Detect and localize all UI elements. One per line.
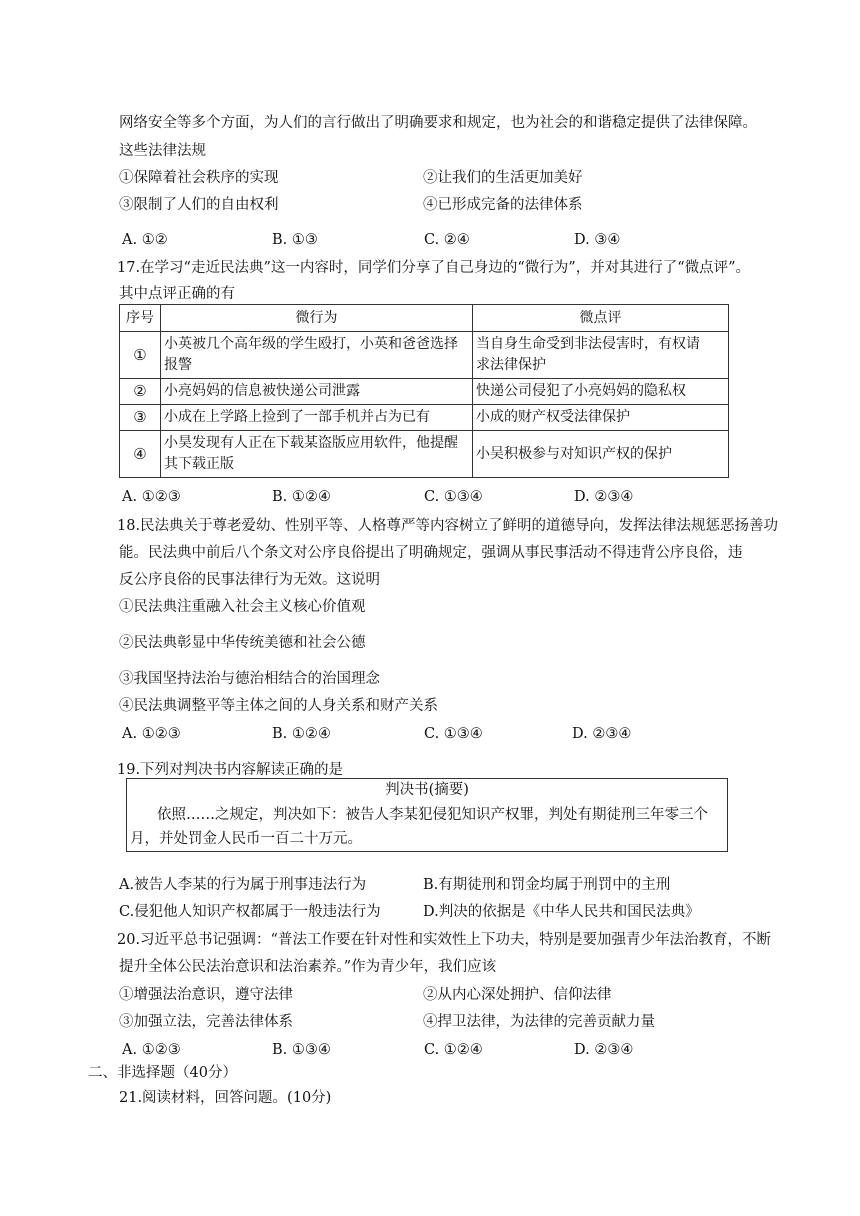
q18-statement-2: ②民法典彰显中华传统美德和社会公德 [119,635,366,651]
row-comment: 当自身生命受到非法侵害时，有权请 求法律保护 [473,332,729,379]
judgment-box [126,778,728,852]
header-comment: 微点评 [473,305,729,332]
row-comment: 小成的财产权受法律保护 [473,405,729,431]
q18-option-a: A. ①②③ [122,726,181,742]
row-behavior: 小亮妈妈的信息被快递公司泄露 [161,379,473,405]
q17-option-b: B. ①②④ [272,489,331,505]
q17-option-a: A. ①②③ [122,489,181,505]
judgment-title: 判决书(摘要) [385,782,469,798]
q20-statement-3: ③加强立法，完善法律体系 [119,1014,293,1030]
q18-statement-4: ④民法典调整平等主体之间的人身关系和财产关系 [119,698,438,714]
q20-stem-line2: 提升全体公民法治意识和法治素养。”作为青少年，我们应该 [119,959,497,975]
judgment-line1: 依照……之规定，判决如下：被告人李某犯侵犯知识产权罪，判处有期徒刑三年零三个 [157,807,708,823]
q16-statement-3: ③限制了人们的自由权利 [119,197,279,213]
q16-option-c: C. ②④ [424,232,470,248]
q18-stem-line3: 反公序良俗的民事法律行为无效。这说明 [119,572,380,588]
q17-table [119,304,729,478]
q17-option-c: C. ①③④ [424,489,483,505]
table-row [120,431,729,478]
q17-stem-line2: 其中点评正确的有 [119,286,235,302]
q20-option-a: A. ①②③ [122,1042,181,1058]
q20-option-d: D. ②③④ [574,1042,634,1058]
q18-statement-3: ③我国坚持法治与德治相结合的治国理念 [119,671,380,687]
q20-statement-2: ②从内心深处拥护、信仰法律 [423,987,612,1003]
row-number: ③ [120,405,161,431]
q18-option-b: B. ①②④ [272,726,331,742]
q16-option-a: A. ①② [122,232,168,248]
q18-statement-1: ①民法典注重融入社会主义核心价值观 [119,599,366,615]
q16-statement-2: ②让我们的生活更加美好 [423,170,583,186]
q16-statement-4: ④已形成完备的法律体系 [423,197,583,213]
q19-option-d: D.判决的依据是《中华人民共和国民法典》 [423,904,700,920]
q20-statement-1: ①增强法治意识，遵守法律 [119,987,293,1003]
q20-statement-4: ④捍卫法律，为法律的完善贡献力量 [423,1014,655,1030]
table-header-row [120,305,729,332]
row-number: ② [120,379,161,405]
q16-stem-line2: 这些法律法规 [119,143,206,159]
judgment-line2: 月，并处罚金人民币一百二十万元。 [130,831,362,847]
q19-option-b: B.有期徒刑和罚金均属于刑罚中的主刑 [423,877,671,893]
q18-option-d: D. ②③④ [572,726,632,742]
q20-stem-line1: 20.习近平总书记强调：“普法工作要在针对性和实效性上下功夫，特别是要加强青少年法治教育，不断 [117,932,771,948]
row-behavior: 小昊发现有人正在下载某盗版应用软件，他提醒 其下载正版 [161,431,473,478]
q19-option-a: A.被告人李某的行为属于刑事违法行为 [119,877,367,893]
row-comment: 小吴积极参与对知识产权的保护 [473,431,729,478]
header-number: 序号 [120,305,161,332]
q16-statement-1: ①保障着社会秩序的实现 [119,170,279,186]
q19-option-c: C.侵犯他人知识产权都属于一般违法行为 [119,904,381,920]
q20-option-b: B. ①③④ [272,1042,331,1058]
q17-stem-line1: 17.在学习“走近民法典”这一内容时，同学们分享了自己身边的“微行为”，并对其进行了“微点评”。 [117,260,751,276]
q18-option-c: C. ①③④ [424,726,483,742]
row-behavior: 小英被几个高年级的学生殴打，小英和爸爸选择 报警 [161,332,473,379]
q19-stem: 19.下列对判决书内容解读正确的是 [117,762,344,778]
row-behavior: 小成在上学路上捡到了一部手机并占为已有 [161,405,473,431]
section-title: 二、非选择题（40分） [88,1065,237,1081]
table-row [120,379,729,405]
row-number: ① [120,332,161,379]
table-row [120,332,729,379]
table-row [120,405,729,431]
header-behavior: 微行为 [161,305,473,332]
row-number: ④ [120,431,161,478]
q16-stem-line1: 网络安全等多个方面，为人们的言行做出了明确要求和规定，也为社会的和谐稳定提供了法律保障。 [119,115,757,131]
q20-option-c: C. ①②④ [424,1042,483,1058]
q21-stem: 21.阅读材料，回答问题。(10分) [119,1090,332,1106]
q18-stem-line1: 18.民法典关于尊老爱幼、性别平等、人格尊严等内容树立了鲜明的道德导向，发挥法律法规惩恶扬善功 [117,518,779,534]
row-comment: 快递公司侵犯了小亮妈妈的隐私权 [473,379,729,405]
q16-option-d: D. ③④ [574,232,621,248]
q18-stem-line2: 能。民法典中前后八个条文对公序良俗提出了明确规定，强调从事民事活动不得违背公序良俗，违 [119,545,743,561]
q17-option-d: D. ②③④ [574,489,634,505]
q16-option-b: B. ①③ [272,232,318,248]
